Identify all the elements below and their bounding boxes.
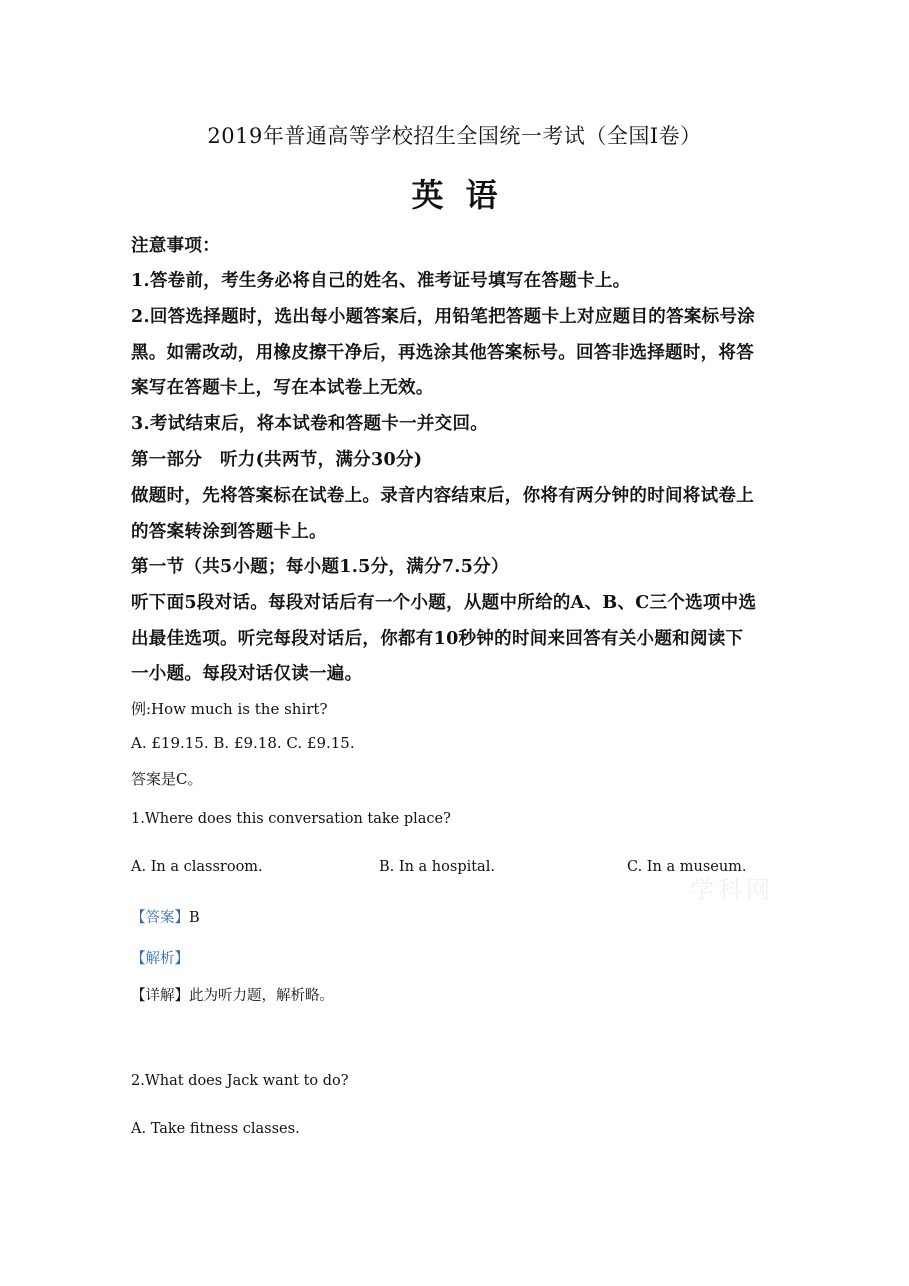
notice-heading: 注意事项： (131, 236, 220, 256)
section1-text-a: 听下面5段对话。每段对话后有一个小题，从题中所给的A、B、C三个选项中选 (131, 593, 757, 613)
q1-option-a: A. In a classroom. (131, 859, 263, 875)
answer-value: B (189, 910, 200, 926)
exam-title: 2019年普通高等学校招生全国统一考试（全国Ⅰ卷） (207, 124, 702, 148)
part1-intro-b: 的答案转涂到答题卡上。 (131, 522, 327, 542)
watermark: 学科网 (690, 876, 774, 904)
section1-heading: 第一节（共5小题；每小题1.5分，满分7.5分） (131, 557, 509, 577)
notice-line-1: 1.答卷前，考生务必将自己的姓名、准考证号填写在答题卡上。 (131, 271, 631, 291)
notice-line-2c: 案写在答题卡上，写在本试卷上无效。 (131, 378, 434, 398)
analysis-tag: 【解析】 (131, 951, 189, 967)
answer-tag: 【答案】 (131, 910, 189, 926)
example-question: 例:How much is the shirt? (131, 700, 328, 718)
part1-heading: 第一部分 听力(共两节，满分30分) (131, 450, 423, 470)
q2-question: 2.What does Jack want to do? (131, 1073, 349, 1089)
q2-option-a: A. Take fitness classes. (131, 1121, 300, 1137)
q1-option-b: B. In a hospital. (379, 859, 495, 875)
q1-answer (131, 906, 781, 927)
section1-text-b: 出最佳选项。听完每段对话后，你都有10秒钟的时间来回答有关小题和阅读下 (131, 629, 744, 649)
example-options: A. £19.15. B. £9.18. C. £9.15. (131, 734, 355, 752)
q1-detail: 【详解】此为听力题，解析略。 (131, 988, 334, 1004)
section1-text-c: 一小题。每段对话仅读一遍。 (131, 664, 363, 684)
example-answer: 答案是C。 (131, 770, 203, 788)
notice-line-2a: 2.回答选择题时，选出每小题答案后，用铅笔把答题卡上对应题目的答案标号涂 (131, 307, 756, 327)
part1-intro-a: 做题时，先将答案标在试卷上。录音内容结束后，你将有两分钟的时间将试卷上 (131, 486, 754, 506)
notice-line-2b: 黑。如需改动，用橡皮擦干净后，再选涂其他答案标号。回答非选择题时，将答 (131, 343, 754, 363)
subject-title: 英语 (411, 176, 520, 214)
notice-line-3: 3.考试结束后，将本试卷和答题卡一并交回。 (131, 414, 489, 434)
q1-question: 1.Where does this conversation take place? (131, 811, 451, 827)
q1-option-c: C. In a museum. (627, 859, 747, 875)
